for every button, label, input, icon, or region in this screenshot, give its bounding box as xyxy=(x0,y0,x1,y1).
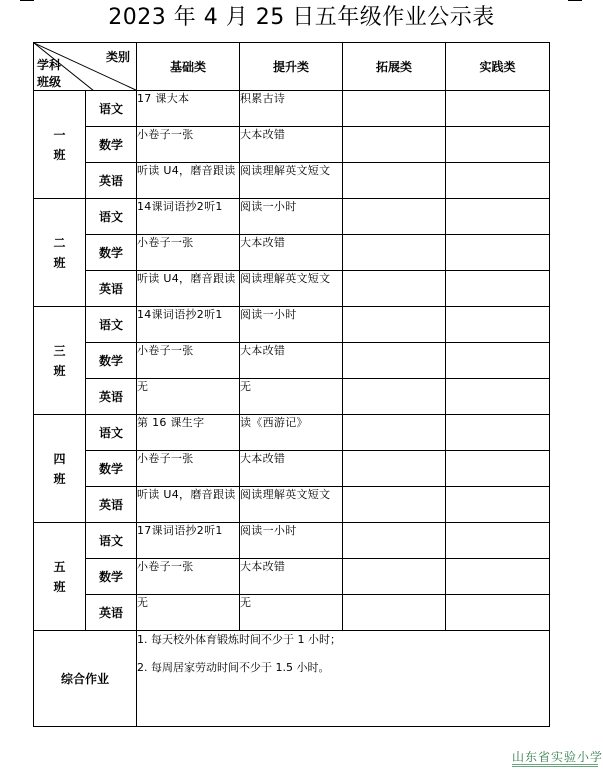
subject-cell: 语文 xyxy=(86,307,137,343)
basic-cell: 小卷子一张 xyxy=(137,451,240,487)
column-header-practice: 实践类 xyxy=(446,43,550,91)
column-header-extend: 拓展类 xyxy=(343,43,446,91)
comprehensive-row xyxy=(34,631,550,727)
subject-cell: 英语 xyxy=(86,379,137,415)
class-name-cell xyxy=(34,415,86,523)
subject-cell: 数学 xyxy=(86,343,137,379)
table-row xyxy=(34,451,550,487)
basic-cell: 14课词语抄2听1 xyxy=(137,199,240,235)
table-row xyxy=(34,235,550,271)
column-header-basic: 基础类 xyxy=(137,43,240,91)
improve-cell: 积累古诗 xyxy=(240,91,343,127)
class-name-char: 班 xyxy=(53,579,66,594)
subject-cell: 英语 xyxy=(86,271,137,307)
subject-cell: 数学 xyxy=(86,127,137,163)
practice-cell xyxy=(446,127,550,163)
class-name-char: 二 xyxy=(53,235,66,250)
extend-cell xyxy=(343,163,446,199)
practice-cell xyxy=(446,199,550,235)
subject-cell: 英语 xyxy=(86,595,137,631)
class-name-char: 四 xyxy=(53,451,66,466)
class-name-char: 班 xyxy=(53,471,66,486)
school-logo: 山东省实验小学 xyxy=(512,750,603,764)
class-name-char: 班 xyxy=(53,147,66,162)
basic-cell: 14课词语抄2听1 xyxy=(137,307,240,343)
improve-cell: 大本改错 xyxy=(240,559,343,595)
subject-cell: 数学 xyxy=(86,559,137,595)
table-row xyxy=(34,487,550,523)
basic-cell: 17课词语抄2听1 xyxy=(137,523,240,559)
extend-cell xyxy=(343,235,446,271)
improve-cell: 读《西游记》 xyxy=(240,415,343,451)
practice-cell xyxy=(446,559,550,595)
extend-cell xyxy=(343,271,446,307)
practice-cell xyxy=(446,163,550,199)
extend-cell xyxy=(343,343,446,379)
class-name-cell xyxy=(34,199,86,307)
practice-cell xyxy=(446,91,550,127)
subject-cell: 语文 xyxy=(86,199,137,235)
practice-cell xyxy=(446,343,550,379)
improve-cell: 无 xyxy=(240,595,343,631)
extend-cell xyxy=(343,559,446,595)
corner-category-label: 类别 xyxy=(106,50,131,64)
basic-cell: 听读 U4，磨音跟读 xyxy=(137,271,240,307)
class-name-char: 三 xyxy=(53,343,66,358)
comprehensive-content xyxy=(137,631,550,727)
class-rows xyxy=(34,91,550,631)
improve-cell: 大本改错 xyxy=(240,451,343,487)
practice-cell xyxy=(446,523,550,559)
table-row xyxy=(34,271,550,307)
extend-cell xyxy=(343,595,446,631)
class-name-char: 一 xyxy=(53,127,66,142)
extend-cell xyxy=(343,379,446,415)
class-name-cell xyxy=(34,91,86,199)
extend-cell xyxy=(343,127,446,163)
class-name-cell xyxy=(34,307,86,415)
improve-cell: 阅读一小时 xyxy=(240,199,343,235)
table-row xyxy=(34,199,550,235)
improve-cell: 阅读理解英文短文 xyxy=(240,487,343,523)
table-row xyxy=(34,343,550,379)
extend-cell xyxy=(343,487,446,523)
corner-subject-label: 学科 xyxy=(37,58,62,72)
subject-cell: 语文 xyxy=(86,523,137,559)
basic-cell: 无 xyxy=(137,595,240,631)
basic-cell: 小卷子一张 xyxy=(137,559,240,595)
school-logo-subline xyxy=(512,764,598,767)
practice-cell xyxy=(446,307,550,343)
class-name-char: 班 xyxy=(53,363,66,378)
basic-cell: 第 16 课生字 xyxy=(137,415,240,451)
subject-cell: 语文 xyxy=(86,91,137,127)
extend-cell xyxy=(343,307,446,343)
subject-cell: 数学 xyxy=(86,451,137,487)
table-row xyxy=(34,559,550,595)
top-edge-mark xyxy=(20,0,34,1)
extend-cell xyxy=(343,415,446,451)
table-row xyxy=(34,595,550,631)
improve-cell: 大本改错 xyxy=(240,343,343,379)
subject-cell: 语文 xyxy=(86,415,137,451)
improve-cell: 阅读一小时 xyxy=(240,307,343,343)
header-row xyxy=(34,43,550,91)
subject-cell: 数学 xyxy=(86,235,137,271)
extend-cell xyxy=(343,523,446,559)
table-row xyxy=(34,307,550,343)
practice-cell xyxy=(446,271,550,307)
improve-cell: 大本改错 xyxy=(240,235,343,271)
practice-cell xyxy=(446,595,550,631)
table-row xyxy=(34,379,550,415)
improve-cell: 无 xyxy=(240,379,343,415)
comprehensive-item: 1. 每天校外体育锻炼时间不少于 1 小时； xyxy=(137,633,341,646)
table-row xyxy=(34,523,550,559)
basic-cell: 17 课大本 xyxy=(137,91,240,127)
page-title: 2023 年 4 月 25 日五年级作业公示表 xyxy=(108,5,495,30)
homework-table xyxy=(33,42,550,727)
improve-cell: 阅读一小时 xyxy=(240,523,343,559)
basic-cell: 小卷子一张 xyxy=(137,127,240,163)
top-edge-mark xyxy=(568,0,582,1)
practice-cell xyxy=(446,235,550,271)
basic-cell: 听读 U4，磨音跟读 xyxy=(137,163,240,199)
comprehensive-item: 2. 每周居家劳动时间不少于 1.5 小时。 xyxy=(137,661,330,674)
improve-cell: 阅读理解英文短文 xyxy=(240,271,343,307)
extend-cell xyxy=(343,451,446,487)
improve-cell: 阅读理解英文短文 xyxy=(240,163,343,199)
practice-cell xyxy=(446,415,550,451)
subject-cell: 英语 xyxy=(86,487,137,523)
practice-cell xyxy=(446,379,550,415)
subject-cell: 英语 xyxy=(86,163,137,199)
class-name-cell xyxy=(34,523,86,631)
extend-cell xyxy=(343,199,446,235)
table-row xyxy=(34,127,550,163)
corner-class-label: 班级 xyxy=(37,75,62,89)
class-name-char: 五 xyxy=(53,559,66,574)
improve-cell: 大本改错 xyxy=(240,127,343,163)
comprehensive-label: 综合作业 xyxy=(34,631,137,727)
practice-cell xyxy=(446,487,550,523)
corner-cell xyxy=(34,43,137,91)
class-name-char: 班 xyxy=(53,255,66,270)
table-row xyxy=(34,163,550,199)
column-header-improve: 提升类 xyxy=(240,43,343,91)
table-row xyxy=(34,415,550,451)
table-row xyxy=(34,91,550,127)
basic-cell: 小卷子一张 xyxy=(137,343,240,379)
extend-cell xyxy=(343,91,446,127)
basic-cell: 小卷子一张 xyxy=(137,235,240,271)
basic-cell: 听读 U4，磨音跟读 xyxy=(137,487,240,523)
basic-cell: 无 xyxy=(137,379,240,415)
practice-cell xyxy=(446,451,550,487)
